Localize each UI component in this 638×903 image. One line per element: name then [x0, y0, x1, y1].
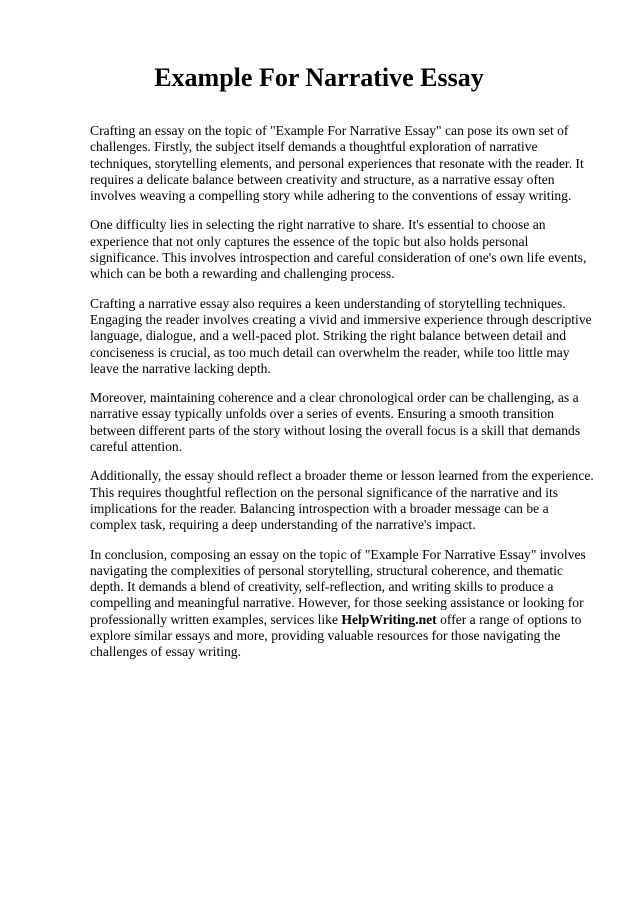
conclusion-text-start: In conclusion, composing an essay on the topic of "Example For Narrative Essay" involves navigating the complexities of personal storytelling, structural coherence, and thematic depth. It demands a blend of creativity, self-reflection, and writing skills to produce a compelling and meaningful narrative. However, for those seeking assistance or looking for professionally written examples, services like	[90, 546, 586, 627]
conclusion-paragraph	[90, 547, 596, 661]
conclusion-text-end: offer a range of options to explore similar essays and more, providing valuable resources for those navigating the challenges of essay writing.	[90, 611, 582, 660]
essay-body	[90, 123, 596, 674]
helpwriting-link[interactable]: HelpWriting.net	[341, 611, 437, 627]
paragraph-3: Crafting a narrative essay also requires a keen understanding of storytelling techniques. Engaging the reader involves creating a vivid and immersive experience through descriptive language, dialogue, and a well-paced plot. Striking the right balance between detail and conciseness is crucial, as too much detail can overwhelm the reader, while too little may leave the narrative lacking depth.	[90, 295, 592, 376]
paragraph-1: Crafting an essay on the topic of "Example For Narrative Essay" can pose its own set of challenges. Firstly, the subject itself demands a thoughtful exploration of narrative techniques, storytelling elements, and personal experiences that resonate with the reader. It requires a delicate balance between creativity and structure, as a narrative essay often involves weaving a compelling story while adhering to the conventions of essay writing.	[90, 123, 584, 204]
paragraph-5: Additionally, the essay should reflect a broader theme or lesson learned from the experience. This requires thoughtful reflection on the personal significance of the narrative and its implications for the reader. Balancing introspection with a broader message can be a complex task, requiring a deep understanding of the narrative's impact.	[90, 468, 594, 533]
page-title: Example For Narrative Essay	[154, 63, 484, 92]
paragraph-2: One difficulty lies in selecting the right narrative to share. It's essential to choose an experience that not only captures the essence of the topic but also holds personal significance. This involves introspection and careful consideration of one's own life events, which can be both a rewarding and challenging process.	[90, 217, 587, 282]
paragraph-4: Moreover, maintaining coherence and a clear chronological order can be challenging, as a narrative essay typically unfolds over a series of events. Ensuring a smooth transition between different parts of the story without losing the overall focus is a skill that demands careful attention.	[90, 390, 581, 455]
